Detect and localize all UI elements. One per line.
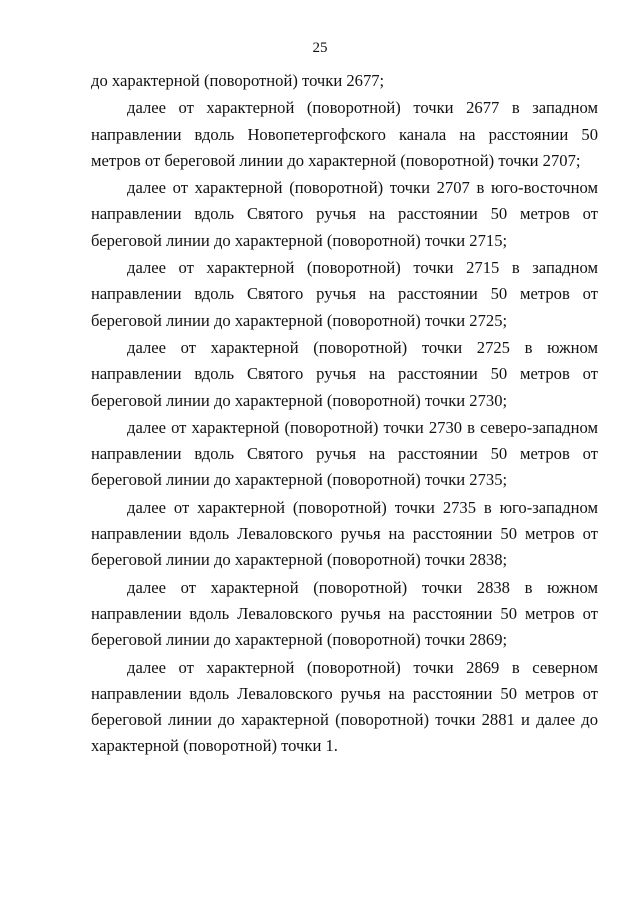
document-body	[91, 68, 598, 761]
paragraph: далее от характерной (поворотной) точки 2725 в южном направлении вдоль Святого ручья на расстоянии 50 метров от береговой линии до характерной (поворотной) точки 2730;	[91, 337, 598, 410]
paragraph: далее от характерной (поворотной) точки 2730 в северо-западном направлении вдоль Святого ручья на расстоянии 50 метров от береговой линии до характерной (поворотной) точки 2735;	[91, 417, 598, 490]
paragraph: далее от характерной (поворотной) точки 2707 в юго-восточном направлении вдоль Святого ручья на расстоянии 50 метров от береговой линии до характерной (поворотной) точки 2715;	[91, 178, 598, 250]
page-number: 25	[312, 40, 328, 56]
paragraph: далее от характерной (поворотной) точки 2869 в северном направлении вдоль Леваловского ручья на расстоянии 50 метров от береговой линии до характерной (поворотной) точки 2881 и далее до характерной (поворотной) точки 1.	[91, 657, 598, 756]
paragraph-continuation: до характерной (поворотной) точки 2677;	[91, 71, 385, 90]
paragraph: далее от характерной (поворотной) точки 2715 в западном направлении вдоль Святого ручья на расстоянии 50 метров от береговой линии до характерной (поворотной) точки 2725;	[91, 258, 598, 330]
paragraph: далее от характерной (поворотной) точки 2838 в южном направлении вдоль Леваловского ручья на расстоянии 50 метров от береговой линии до характерной (поворотной) точки 2869;	[91, 577, 598, 650]
paragraph: далее от характерной (поворотной) точки 2677 в западном направлении вдоль Новопетергофского канала на расстоянии 50 метров от береговой линии до характерной (поворотной) точки 2707;	[91, 98, 598, 170]
paragraph: далее от характерной (поворотной) точки 2735 в юго-западном направлении вдоль Леваловского ручья на расстоянии 50 метров от береговой линии до характерной (поворотной) точки 2838;	[91, 497, 598, 570]
